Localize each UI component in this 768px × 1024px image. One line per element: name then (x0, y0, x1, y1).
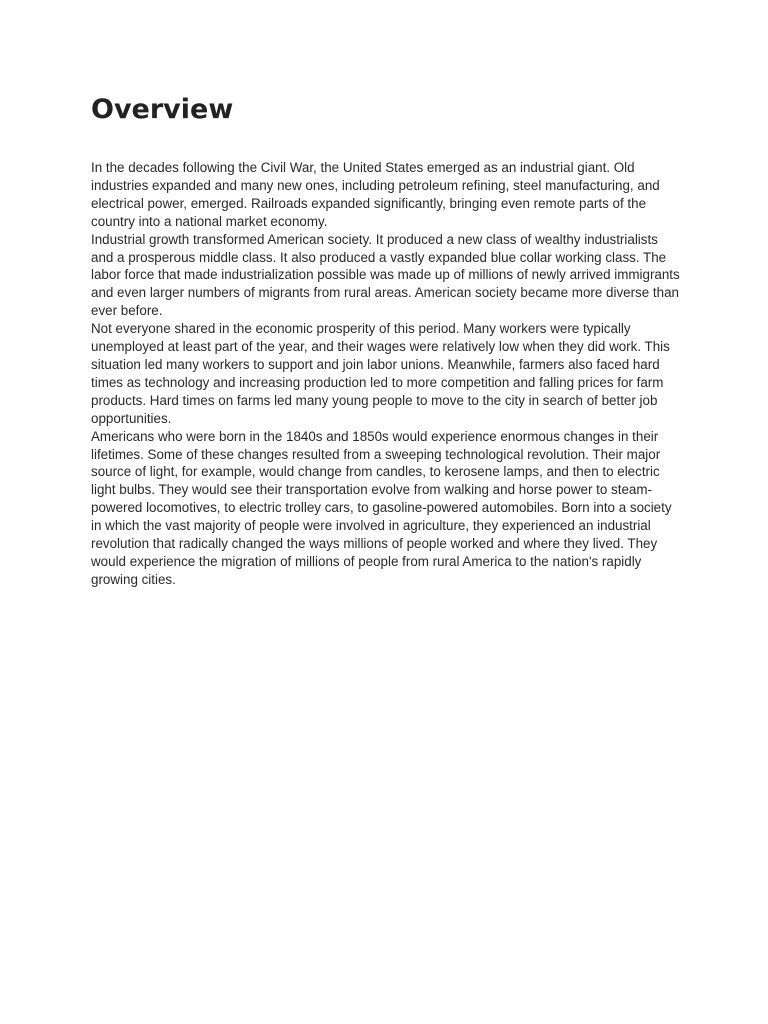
page-title: Overview (91, 94, 234, 125)
paragraph-3: Not everyone shared in the economic prosperity of this period. Many workers were typically unemployed at least part of the year, and their wages were relatively low when they did work. This situation led many workers to support and join labor unions. Meanwhile, farmers also faced hard times as technology and increasing production led to more competition and falling prices for farm products. Hard times on farms led many young people to move to the city in search of better job opportunities. (91, 321, 670, 426)
paragraph-4: Americans who were born in the 1840s and 1850s would experience enormous changes in their lifetimes. Some of these changes resulted from a sweeping technological revolution. Their major source of light, for example, would change from candles, to kerosene lamps, and then to electric light bulbs. They would see their transportation evolve from walking and horse power to steam-powered locomotives, to electric trolley cars, to gasoline-powered automobiles. Born into a society in which the vast majority of people were involved in agriculture, they experienced an industrial revolution that radically changed the ways millions of people worked and where they lived. They would experience the migration of millions of people from rural America to the nation's rapidly growing cities. (91, 428, 672, 587)
paragraph-2: Industrial growth transformed American society. It produced a new class of wealthy industrialists and a prosperous middle class. It also produced a vastly expanded blue collar working class. The labor force that made industrialization possible was made up of millions of newly arrived immigrants and even larger numbers of migrants from rural areas. American society became more diverse than ever before. (91, 231, 680, 319)
paragraph-1: In the decades following the Civil War, the United States emerged as an industrial giant. Old industries expanded and many new ones, including petroleum refining, steel manufacturing, and electrical power, emerged. Railroads expanded significantly, bringing even remote parts of the country into a national market economy. (91, 160, 660, 229)
document-body (91, 159, 681, 589)
